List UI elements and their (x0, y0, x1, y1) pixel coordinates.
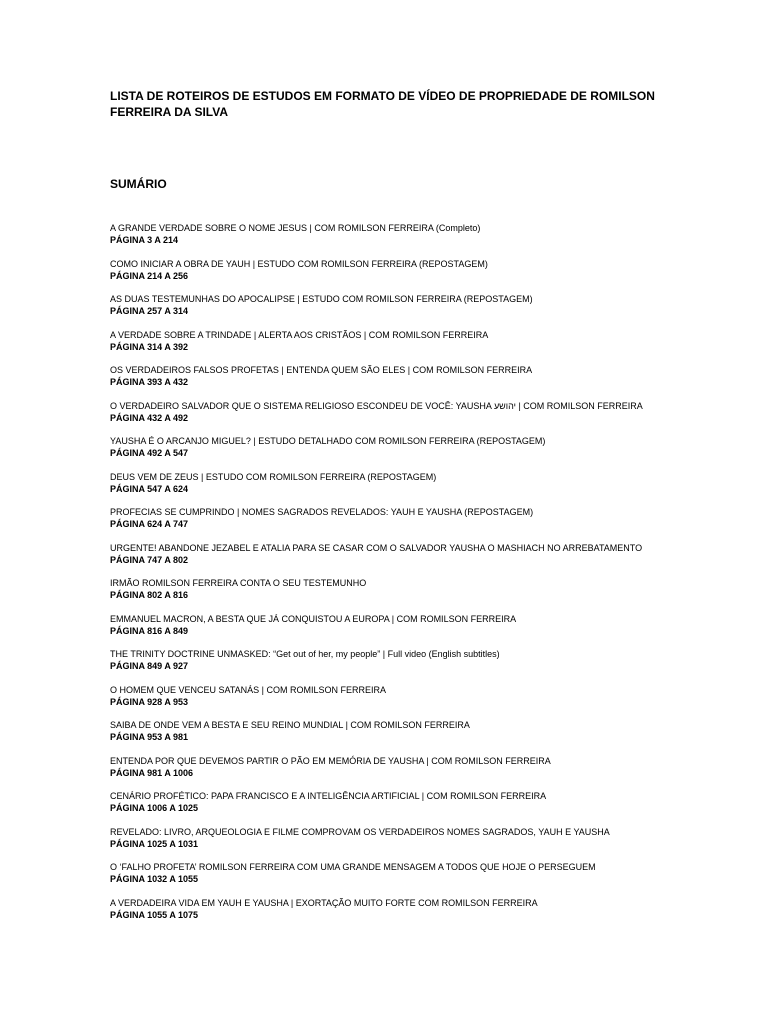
toc-entry (110, 613, 670, 649)
table-of-contents (110, 222, 670, 932)
toc-entry-pages: PÁGINA 953 A 981 (110, 732, 189, 742)
toc-entry-title: ENTENDA POR QUE DEVEMOS PARTIR O PÃO EM MEMÓRIA DE YAUSHA | COM ROMILSON FERREIRA (110, 755, 551, 766)
toc-entry (110, 542, 670, 578)
toc-entry-pages: PÁGINA 1025 A 1031 (110, 838, 199, 849)
toc-entry (110, 364, 670, 400)
summary-heading: SUMÁRIO (110, 177, 167, 191)
toc-entry (110, 648, 670, 684)
toc-entry (110, 897, 670, 933)
toc-entry-title: A VERDADE SOBRE A TRINDADE | ALERTA AOS CRISTÃOS | COM ROMILSON FERREIRA (110, 329, 489, 340)
toc-entry (110, 506, 670, 542)
toc-entry-pages: PÁGINA 257 A 314 (110, 306, 189, 316)
toc-entry-pages: PÁGINA 1006 A 1025 (110, 803, 199, 813)
toc-entry-title: REVELADO: LIVRO, ARQUEOLOGIA E FILME COMPROVAM OS VERDADEIROS NOMES SAGRADOS, YAUH E YAUSHA (110, 826, 610, 837)
toc-entry (110, 258, 670, 294)
toc-entry-pages: PÁGINA 1055 A 1075 (110, 909, 199, 920)
toc-entry (110, 222, 670, 258)
toc-entry-title: EMMANUEL MACRON, A BESTA QUE JÁ CONQUISTOU A EUROPA | COM ROMILSON FERREIRA (110, 613, 517, 624)
toc-entry (110, 435, 670, 471)
toc-entry-pages: PÁGINA 492 A 547 (110, 448, 189, 458)
toc-entry-pages: PÁGINA 214 A 256 (110, 270, 189, 281)
toc-entry-pages: PÁGINA 547 A 624 (110, 483, 189, 494)
toc-entry-pages: PÁGINA 624 A 747 (110, 519, 189, 529)
toc-entry-pages: PÁGINA 747 A 802 (110, 554, 189, 565)
toc-entry-title: DEUS VEM DE ZEUS | ESTUDO COM ROMILSON FERREIRA (REPOSTAGEM) (110, 471, 437, 482)
toc-entry-title: A VERDADEIRA VIDA EM YAUH E YAUSHA | EXORTAÇÃO MUITO FORTE COM ROMILSON FERREIRA (110, 897, 538, 908)
toc-entry-title: O VERDADEIRO SALVADOR QUE O SISTEMA RELIGIOSO ESCONDEU DE VOCÊ: YAUSHA יהושע | COM ROMILSON FERREIRA (110, 400, 643, 411)
toc-entry (110, 755, 670, 791)
toc-entry-pages: PÁGINA 802 A 816 (110, 590, 189, 600)
toc-entry-title: COMO INICIAR A OBRA DE YAUH | ESTUDO COM ROMILSON FERREIRA (REPOSTAGEM) (110, 258, 488, 269)
document-title: LISTA DE ROTEIROS DE ESTUDOS EM FORMATO DE VÍDEO DE PROPRIEDADE DE ROMILSON FERREIRA DA SILVA (110, 89, 655, 119)
toc-entry-title: PROFECIAS SE CUMPRINDO | NOMES SAGRADOS REVELADOS: YAUH E YAUSHA (REPOSTAGEM) (110, 507, 534, 517)
toc-entry (110, 826, 670, 862)
toc-entry-pages: PÁGINA 393 A 432 (110, 377, 189, 387)
toc-entry-title: THE TRINITY DOCTRINE UNMASKED: “Get out of her, my people” | Full video (English subtitles) (110, 649, 500, 659)
toc-entry-pages: PÁGINA 928 A 953 (110, 696, 189, 707)
toc-entry-pages: PÁGINA 981 A 1006 (110, 767, 194, 778)
toc-entry (110, 293, 670, 329)
toc-entry-pages: PÁGINA 849 A 927 (110, 661, 189, 671)
toc-entry (110, 400, 670, 436)
toc-entry-title: A GRANDE VERDADE SOBRE O NOME JESUS | COM ROMILSON FERREIRA (Completo) (110, 223, 481, 233)
toc-entry (110, 684, 670, 720)
toc-entry-title: URGENTE! ABANDONE JEZABEL E ATALIA PARA SE CASAR COM O SALVADOR YAUSHA O MASHIACH NO ARREBATAMENTO (110, 542, 643, 553)
toc-entry-title: SAIBA DE ONDE VEM A BESTA E SEU REINO MUNDIAL | COM ROMILSON FERREIRA (110, 720, 470, 730)
toc-entry-title: O ‘FALHO PROFETA’ ROMILSON FERREIRA COM UMA GRANDE MENSAGEM A TODOS QUE HOJE O PERSEGUEM (110, 862, 596, 872)
toc-entry-pages: PÁGINA 3 A 214 (110, 235, 179, 245)
toc-entry-title: O HOMEM QUE VENCEU SATANÁS | COM ROMILSON FERREIRA (110, 684, 387, 695)
toc-entry (110, 790, 670, 826)
toc-entry (110, 471, 670, 507)
toc-entry (110, 719, 670, 755)
toc-entry (110, 861, 670, 897)
toc-entry-title: IRMÃO ROMILSON FERREIRA CONTA O SEU TESTEMUNHO (110, 578, 367, 588)
toc-entry-pages: PÁGINA 1032 A 1055 (110, 874, 199, 884)
toc-entry-title: AS DUAS TESTEMUNHAS DO APOCALIPSE | ESTUDO COM ROMILSON FERREIRA (REPOSTAGEM) (110, 294, 533, 304)
document-page (110, 88, 670, 932)
toc-entry (110, 577, 670, 613)
toc-entry (110, 329, 670, 365)
toc-entry-title: YAUSHA É O ARCANJO MIGUEL? | ESTUDO DETALHADO COM ROMILSON FERREIRA (REPOSTAGEM) (110, 436, 546, 446)
toc-entry-pages: PÁGINA 432 A 492 (110, 412, 189, 423)
toc-entry-title: OS VERDADEIROS FALSOS PROFETAS | ENTENDA QUEM SÃO ELES | COM ROMILSON FERREIRA (110, 365, 533, 375)
toc-entry-pages: PÁGINA 816 A 849 (110, 625, 189, 636)
toc-entry-pages: PÁGINA 314 A 392 (110, 341, 189, 352)
toc-entry-title: CENÁRIO PROFÉTICO: PAPA FRANCISCO E A INTELIGÊNCIA ARTIFICIAL | COM ROMILSON FERREIRA (110, 791, 547, 801)
